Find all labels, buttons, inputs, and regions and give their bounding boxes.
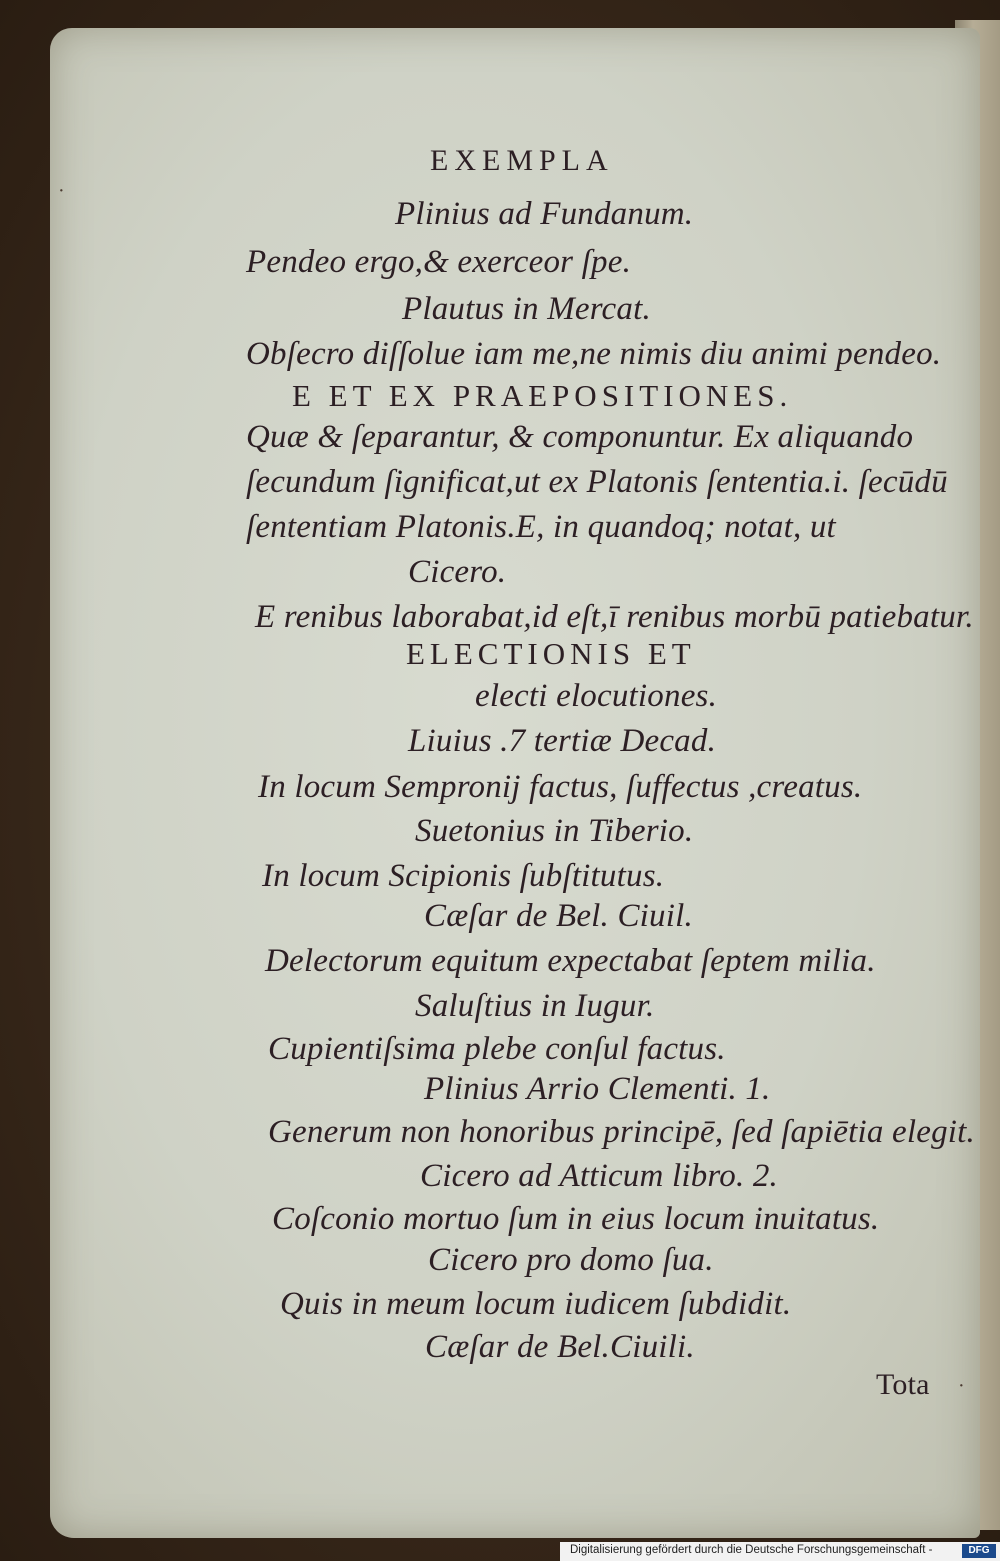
text-line: Liuius .7 tertiæ Decad. xyxy=(408,723,717,759)
catchword: Tota xyxy=(876,1368,930,1401)
text-line: Plinius Arrio Clementi. 1. xyxy=(424,1071,771,1107)
text-line: ſententiam Platonis.E, in quandoq; notat, ut xyxy=(246,509,836,545)
text-line: Obſecro diſſolue iam me,ne nimis diu animi pendeo. xyxy=(246,336,942,372)
running-title: EXEMPLA xyxy=(430,144,614,177)
text-line: Pendeo ergo,& exerceor ſpe. xyxy=(246,244,632,280)
text-line: Generum non honoribus principē, ſed ſapiētia elegit. xyxy=(268,1114,975,1150)
text-line: Cicero pro domo ſua. xyxy=(428,1242,714,1278)
margin-mark: · xyxy=(958,1375,965,1397)
text-line: Plinius ad Fundanum. xyxy=(395,196,694,232)
text-line: Saluſtius in Iugur. xyxy=(415,988,655,1024)
text-line: Suetonius in Tiberio. xyxy=(415,813,694,849)
text-line: In locum Scipionis ſubſtitutus. xyxy=(262,858,665,894)
dfg-logo: DFG xyxy=(962,1544,996,1558)
text-line: Quis in meum locum iudicem ſubdidit. xyxy=(280,1286,792,1322)
text-line: E renibus laborabat,id eſt,ī renibus morbū patiebatur. xyxy=(255,599,974,635)
text-line: Cicero ad Atticum libro. 2. xyxy=(420,1158,778,1194)
text-line: Cupientiſsima plebe conſul factus. xyxy=(268,1031,726,1067)
text-line: electi elocutiones. xyxy=(475,678,718,714)
text-line: Cæſar de Bel. Ciuil. xyxy=(424,898,693,934)
text-line: In locum Sempronij factus, ſuffectus ,creatus. xyxy=(258,769,863,805)
section-heading: E ET EX PRAEPOSITIONES. xyxy=(292,378,793,413)
book-page xyxy=(50,28,980,1538)
digitization-credit: Digitalisierung gefördert durch die Deutsche Forschungsgemeinschaft - xyxy=(570,1544,933,1556)
text-line: Cæſar de Bel.Ciuili. xyxy=(425,1329,695,1365)
section-heading: ELECTIONIS ET xyxy=(406,636,696,671)
text-line: Cicero. xyxy=(408,554,507,590)
margin-mark: · xyxy=(58,180,65,202)
text-line: Delectorum equitum expectabat ſeptem milia. xyxy=(265,943,876,979)
text-line: Quæ & ſeparantur, & componuntur. Ex aliquando xyxy=(246,419,914,455)
text-line: ſecundum ſignificat,ut ex Platonis ſententia.i. ſecūdū xyxy=(246,464,948,500)
text-line: Coſconio mortuo ſum in eius locum inuitatus. xyxy=(272,1201,880,1237)
text-line: Plautus in Mercat. xyxy=(402,291,651,327)
